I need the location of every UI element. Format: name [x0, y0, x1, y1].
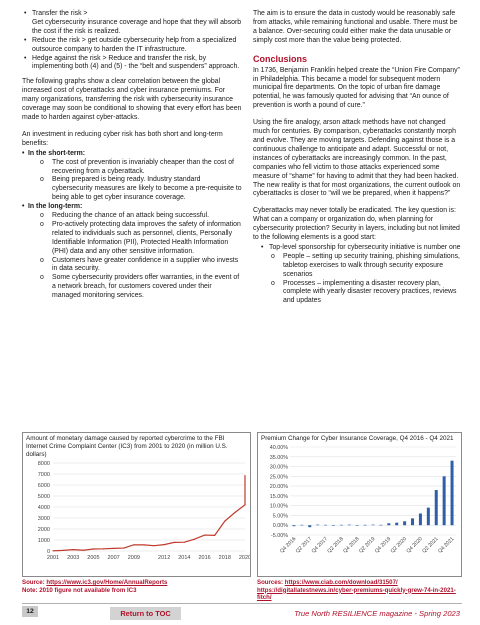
bar [411, 518, 414, 525]
line-chart-svg [23, 459, 250, 569]
bar [316, 525, 319, 526]
x-tick-label: 2009 [127, 555, 140, 561]
chart-title: Premium Change for Cyber Insurance Coverage, Q4 2016 - Q4 2021 [261, 435, 454, 442]
x-tick-label: 2014 [178, 555, 191, 561]
series-line [53, 475, 245, 551]
paragraph: An investment in reducing cyber risk has both short and long-term benefits: [22, 130, 223, 147]
x-tick-label: 2018 [218, 555, 231, 561]
footer-divider [22, 603, 462, 604]
bar [419, 513, 422, 525]
chart-title: Amount of monetary damage caused by reported cybercrime to the FBI Internet Crime Complaint Center (IC3) from 2001 to 2020 (in million U.S. dollars) [26, 435, 228, 458]
x-tick-label: Q2 2017 [294, 536, 314, 555]
list-item: o Reducing the chance of an attack being successful. [40, 212, 242, 221]
security-layers-list [259, 244, 461, 253]
data-point [52, 550, 53, 551]
y-tick-label: 6000 [37, 483, 50, 489]
x-tick-label: Q4 2016 [279, 536, 298, 555]
y-tick-label: 2000 [37, 527, 50, 533]
data-point [103, 548, 104, 549]
x-tick-label: Q4 2020 [405, 536, 424, 555]
bar [308, 525, 311, 527]
data-point [83, 550, 84, 551]
data-point [204, 534, 205, 535]
bar [300, 525, 303, 526]
source-right: Sources: https://www.ciab.com/download/31507/ https://digitallatestnews.in/cyber-premiums-quickly-grew-74-in-2021-fitch/ [257, 579, 456, 601]
data-point [194, 539, 195, 540]
list-item: o The cost of prevention is invariably cheaper than the cost of recovering from a cyberattack. [40, 159, 242, 177]
data-point [113, 548, 114, 549]
risk-option: • Reduce the risk > get outside cybersecurity help from a specialized outsource company to harden the IT infrastructure. [22, 37, 242, 55]
left-column [22, 0, 242, 301]
right-column [253, 0, 461, 306]
x-tick-label: Q4 2019 [373, 536, 393, 555]
long-term-heading: • In the long-term: [22, 203, 242, 212]
list-item: o People – setting up security training, phishing simulations, tabletop exercises to walk through security exposure scenarios [271, 253, 461, 280]
risk-option: • Transfer the risk > Get cybersecurity insurance coverage and hope that they will absorb the cost if the risk is realized. [22, 10, 242, 37]
bar [451, 461, 454, 526]
bar [435, 490, 438, 525]
conclusions-heading: Conclusions [253, 53, 308, 64]
y-tick-label: -5.00% [270, 533, 288, 539]
bar [443, 476, 446, 525]
y-tick-label: 5.00% [272, 513, 288, 520]
security-sub-list [271, 253, 461, 306]
y-tick-label: 0 [46, 549, 50, 555]
x-tick-label: 2012 [158, 555, 171, 561]
risk-options-list [22, 10, 242, 72]
bar [427, 508, 430, 526]
source-link[interactable]: https://digitallatestnews.in/cyber-premiums-quickly-grew-74-in-2021-fitch/ [257, 586, 456, 601]
data-point [184, 542, 185, 543]
x-tick-label: Q2 2020 [389, 536, 409, 555]
bar [371, 525, 374, 526]
list-item: o Being prepared is being ready. Industry standard cybersecurity measures are likely to become a pre-requisite to being able to get cyber insurance coverage. [40, 176, 242, 203]
bar [348, 525, 351, 526]
data-point [164, 544, 165, 545]
y-tick-label: 7000 [37, 472, 50, 478]
source-link[interactable]: https://www.ic3.gov/Home/AnnualReports [46, 579, 168, 586]
x-tick-label: 2007 [107, 555, 120, 561]
list-item: • Top-level sponsorship for cybersecurity initiative is number one [259, 244, 461, 253]
y-tick-label: 0.00% [272, 523, 288, 530]
y-tick-label: 20.00% [269, 484, 288, 491]
bar [387, 523, 390, 525]
data-point [174, 542, 175, 543]
bar-chart-svg [258, 443, 461, 571]
list-item: o Pro-actively protecting data improves the safety of information related to individuals such as personnel, clients, Personally Identifiable Information (PII), Protected Health Information (PHI) data and any other sensitive information. [40, 221, 242, 257]
x-tick-label: 2001 [46, 555, 60, 561]
source-link[interactable]: https://www.ciab.com/download/31507/ [284, 579, 398, 586]
y-tick-label: 1000 [37, 538, 50, 544]
y-tick-label: 15.00% [269, 493, 288, 500]
bar [403, 521, 406, 525]
data-point [214, 535, 215, 536]
bar [324, 525, 327, 526]
list-item: o Customers have greater confidence in a supplier who invests in data security. [40, 257, 242, 275]
x-tick-label: 2016 [198, 555, 211, 561]
list-item: o Some cybersecurity providers offer warranties, in the event of a network breach, for customers covered under their managed monitoring services. [40, 274, 242, 301]
return-to-toc-button[interactable]: Return to TOC [110, 607, 181, 620]
x-tick-label: 2020 [238, 555, 250, 561]
y-tick-label: 8000 [37, 461, 50, 467]
premium-change-chart [257, 432, 462, 577]
data-point [133, 544, 134, 545]
bar [364, 525, 367, 526]
paragraph: Cyberattacks may never totally be eradicated. The key question is: What can a company or organization do, when planning for cybersecurity protection? Security in layers, including but not limited to the following elements is a good start: [253, 207, 460, 242]
long-term-list [40, 212, 242, 301]
bar [379, 525, 382, 526]
data-point [153, 545, 154, 546]
x-tick-label: Q4 2017 [310, 536, 329, 555]
y-tick-label: 25.00% [269, 474, 288, 481]
source-note: Note: 2010 figure not available from IC3 [22, 586, 137, 594]
y-tick-label: 35.00% [269, 454, 288, 461]
y-tick-label: 30.00% [269, 464, 288, 471]
paragraph: The following graphs show a clear correlation between the global increased cost of cyberattacks and cyber insurance premiums. For many organizations, transferring the risk with cybersecurity insurance coverage may soon be conditional to showing that every effort has been made to harden against cyber-attacks. [22, 78, 242, 121]
x-tick-label: 2003 [67, 555, 80, 561]
source-left: Source: https://www.ic3.gov/Home/AnnualReports Note: 2010 figure not available from IC3 [22, 579, 168, 594]
x-tick-label: Q2 2021 [421, 536, 440, 555]
x-tick-label: Q2 2018 [326, 536, 345, 555]
bar [292, 525, 295, 526]
risk-option: • Hedge against the risk > Reduce and transfer the risk, by implementing both (4) and (5) - the “belt and suspenders” approach. [22, 55, 242, 73]
bar [356, 525, 359, 526]
data-point [234, 512, 235, 513]
short-term-heading: • In the short-term: [22, 150, 242, 159]
data-point [63, 550, 64, 551]
x-tick-label: 2005 [87, 555, 100, 561]
bar [395, 523, 398, 526]
data-point [244, 504, 245, 505]
y-tick-label: 40.00% [269, 445, 288, 451]
paragraph: The aim is to ensure the data in custody would be reasonably safe from attacks, while remaining functional and usable. There must be a balance. Over-securing could either make the data unusable or simply cost more than the value being protected. [253, 10, 458, 44]
data-point [143, 544, 144, 545]
x-tick-label: Q4 2021 [437, 536, 456, 555]
data-point [224, 521, 225, 522]
paragraph: In 1736, Benjamin Franklin helped create the “Union Fire Company” in Philadelphia. This became a model for subsequent modern municipal fire departments. On the topic of urban fire damage potential, he was famously quoted for advising that “An ounce of prevention is worth a pound of cure.” [253, 66, 460, 110]
y-tick-label: 4000 [37, 505, 50, 511]
cybercrime-damage-chart [22, 432, 251, 577]
x-tick-label: Q2 2019 [358, 536, 377, 555]
data-point [93, 548, 94, 549]
x-tick-label: Q4 2018 [342, 536, 361, 555]
y-tick-label: 10.00% [269, 503, 288, 510]
bar [340, 525, 343, 526]
magazine-title: True North RESILIENCE magazine - Spring 2023 [294, 609, 460, 618]
data-point [123, 547, 124, 548]
data-point [73, 549, 74, 550]
list-item: o Processes – implementing a disaster recovery plan, complete with yearly disaster recovery practices, reviews and updates [271, 280, 461, 307]
y-tick-label: 3000 [37, 516, 50, 522]
paragraph: Using the fire analogy, arson attack methods have not changed much for centuries. By comparison, cyberattacks constantly morph and evolve. They are moving targets. Defending against those is a continuous challenge to anticipate and adapt. Successful or not, instances of cyberattacks are increasingly common. In the past, companies who fell victim to those attacks experienced some measure of “shame” for having to admit that they had been hacked. The new reality is that for most organizations, the current outlook on cyberattacks is closer to “will we be prepared, when it happens?” [253, 119, 461, 198]
y-tick-label: 5000 [37, 494, 50, 500]
page-number: 12 [22, 606, 38, 617]
short-term-list [40, 159, 242, 204]
bar [332, 525, 335, 526]
